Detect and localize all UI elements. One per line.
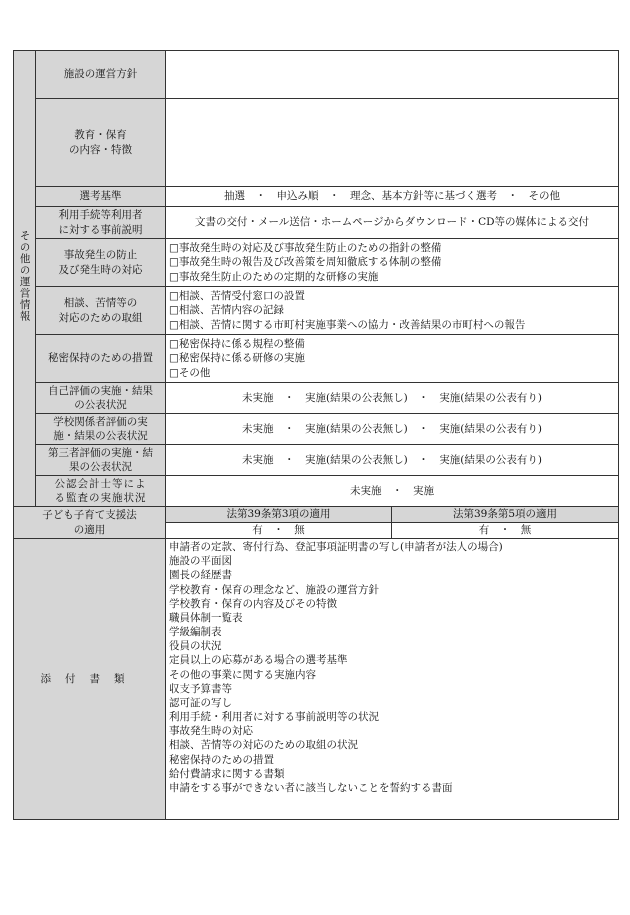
attachment-item: 事故発生時の対応 <box>169 725 253 738</box>
kodomo-col1-value[interactable]: 有 ・ 無 <box>166 523 392 539</box>
audit-label-line1: 公認会計士等によ <box>54 477 147 490</box>
attachment-item: 申請者の定款、寄付行為、登記事項証明書の写し(申請者が法人の場合) <box>169 541 503 553</box>
third-eval-option-published[interactable]: 実施(結果の公表有り) <box>439 453 542 466</box>
complaints-label-line2: 対応のための取組 <box>58 311 143 324</box>
self-eval-options[interactable]: 未実施 ・ 実施(結果の公表無し) ・ 実施(結果の公表有り) <box>166 383 619 414</box>
content-label <box>36 99 166 187</box>
accident-checkbox-reporting[interactable]: □事故発生時の報告及び改善策を周知徹底する体制の整備 <box>169 256 442 269</box>
school-eval-label-line1: 学校関係者評価の実 <box>53 415 148 428</box>
audit-options[interactable]: 未実施 ・ 実施 <box>166 476 619 507</box>
complaints-checkbox-record[interactable]: □相談、苦情内容の記録 <box>169 304 284 317</box>
attachment-item: 秘密保持のための措置 <box>169 753 274 766</box>
privacy-checkbox-other[interactable]: □その他 <box>169 366 211 379</box>
content-label-line2: の内容・特徴 <box>69 143 132 156</box>
kodomo-col1-header: 法第39条第3項の適用 <box>166 507 392 523</box>
procedures-label <box>36 207 166 239</box>
complaints-checkbox-desk[interactable]: □相談、苦情受付窓口の設置 <box>169 290 305 303</box>
attachment-item: その他の事業に関する実施内容 <box>169 668 316 681</box>
attachment-item: 認可証の写し <box>169 696 232 709</box>
accident-label-line2: 及び発生時の対応 <box>58 263 143 276</box>
attachment-item: 申請をする事ができない者に該当しないことを誓約する書面 <box>169 781 453 794</box>
selection-options[interactable]: 抽選 ・ 申込み順 ・ 理念、基本方針等に基づく選考 ・ その他 <box>166 187 619 207</box>
self-eval-option-unpublished[interactable]: 実施(結果の公表無し) <box>305 391 408 404</box>
third-eval-label-line2: 果の公表状況 <box>69 461 132 473</box>
attachments-label-cell <box>14 539 166 820</box>
selection-option-philosophy[interactable]: 理念、基本方針等に基づく選考 <box>350 190 497 203</box>
kodomo-label <box>14 507 166 539</box>
kodomo-label-line1: 子ども子育て支援法 <box>42 509 137 522</box>
attachment-item: 役員の状況 <box>169 640 222 653</box>
accident-label-line1: 事故発生の防止 <box>63 249 138 262</box>
complaints-label-line1: 相談、苦情等の <box>63 297 138 310</box>
kodomo-col2-header: 法第39条第5項の適用 <box>392 507 619 523</box>
attachment-item: 収支予算書等 <box>169 682 232 695</box>
complaints-checkbox-municipal[interactable]: □相談、苦情に関する市町村実施事業への協力・改善結果の市町村への報告 <box>169 318 526 331</box>
self-eval-option-published[interactable]: 実施(結果の公表有り) <box>439 391 542 404</box>
audit-label-line2: る監査の実施状況 <box>54 492 147 504</box>
selection-option-order[interactable]: 申込み順 <box>276 190 319 203</box>
operation-info-table <box>13 50 619 820</box>
procedures-label-line1: 利用手続等利用者 <box>58 209 143 222</box>
third-eval-option-unpublished[interactable]: 実施(結果の公表無し) <box>305 453 408 466</box>
policy-value[interactable] <box>166 51 619 99</box>
attachments-label: 添付書類 <box>40 672 139 685</box>
audit-label <box>36 476 166 507</box>
audit-option-none[interactable]: 未実施 <box>350 484 382 497</box>
procedures-label-line2: に対する事前説明 <box>58 223 143 236</box>
section-label: その他の運営情報 <box>18 230 31 323</box>
self-eval-label-line2: の公表状況 <box>74 399 127 411</box>
third-eval-option-none[interactable]: 未実施 <box>242 453 274 466</box>
selection-option-lottery[interactable]: 抽選 <box>224 190 245 203</box>
school-eval-option-unpublished[interactable]: 実施(結果の公表無し) <box>305 422 408 435</box>
policy-label: 施設の運営方針 <box>36 51 166 99</box>
content-value[interactable] <box>166 99 619 187</box>
attachment-item: 学校教育・保育の理念など、施設の運営方針 <box>169 583 379 596</box>
self-eval-label <box>36 383 166 414</box>
privacy-items <box>166 335 619 383</box>
attachment-item: 園長の経歴書 <box>169 569 232 582</box>
attachments-list <box>166 539 619 820</box>
third-eval-options[interactable]: 未実施 ・ 実施(結果の公表無し) ・ 実施(結果の公表有り) <box>166 445 619 476</box>
privacy-label: 秘密保持のための措置 <box>36 335 166 383</box>
attachment-item: 施設の平面図 <box>169 555 232 568</box>
school-eval-option-none[interactable]: 未実施 <box>242 422 274 435</box>
attachment-item: 学校教育・保育の内容及びその特徴 <box>169 597 337 610</box>
attachment-item: 職員体制一覧表 <box>169 611 243 624</box>
accident-items <box>166 239 619 287</box>
selection-label: 選考基準 <box>36 187 166 207</box>
kodomo-label-line2: の適用 <box>73 523 106 536</box>
privacy-checkbox-training[interactable]: □秘密保持に係る研修の実施 <box>169 352 305 365</box>
third-eval-label <box>36 445 166 476</box>
third-eval-label-line1: 第三者評価の実施・結 <box>48 446 153 459</box>
attachment-item: 定員以上の応募がある場合の選考基準 <box>169 654 348 667</box>
school-eval-label-line2: 施・結果の公表状況 <box>53 430 148 442</box>
attachment-item: 給付費請求に関する書類 <box>169 767 285 780</box>
content-label-line1: 教育・保育 <box>74 129 127 142</box>
procedures-value[interactable]: 文書の交付・メール送信・ホームページからダウンロード・CD等の媒体による交付 <box>166 207 619 239</box>
attachment-item: 利用手続・利用者に対する事前説明等の状況 <box>169 711 379 724</box>
privacy-checkbox-rules[interactable]: □秘密保持に係る規程の整備 <box>169 338 305 351</box>
attachment-item: 相談、苦情等の対応のための取組の状況 <box>169 739 358 752</box>
complaints-label <box>36 287 166 335</box>
complaints-items <box>166 287 619 335</box>
accident-label <box>36 239 166 287</box>
self-eval-label-line1: 自己評価の実施・結果 <box>48 384 153 397</box>
kodomo-col2-value[interactable]: 有 ・ 無 <box>392 523 619 539</box>
self-eval-option-none[interactable]: 未実施 <box>242 391 274 404</box>
school-eval-label <box>36 414 166 445</box>
selection-option-other[interactable]: その他 <box>528 190 560 203</box>
accident-checkbox-training[interactable]: □事故発生防止のための定期的な研修の実施 <box>169 270 379 283</box>
attachment-item: 学級編制表 <box>169 626 222 639</box>
accident-checkbox-guideline[interactable]: □事故発生時の対応及び事故発生防止のための指針の整備 <box>169 242 442 255</box>
audit-option-done[interactable]: 実施 <box>413 484 434 497</box>
section-label-cell <box>14 51 36 507</box>
school-eval-options[interactable]: 未実施 ・ 実施(結果の公表無し) ・ 実施(結果の公表有り) <box>166 414 619 445</box>
school-eval-option-published[interactable]: 実施(結果の公表有り) <box>439 422 542 435</box>
